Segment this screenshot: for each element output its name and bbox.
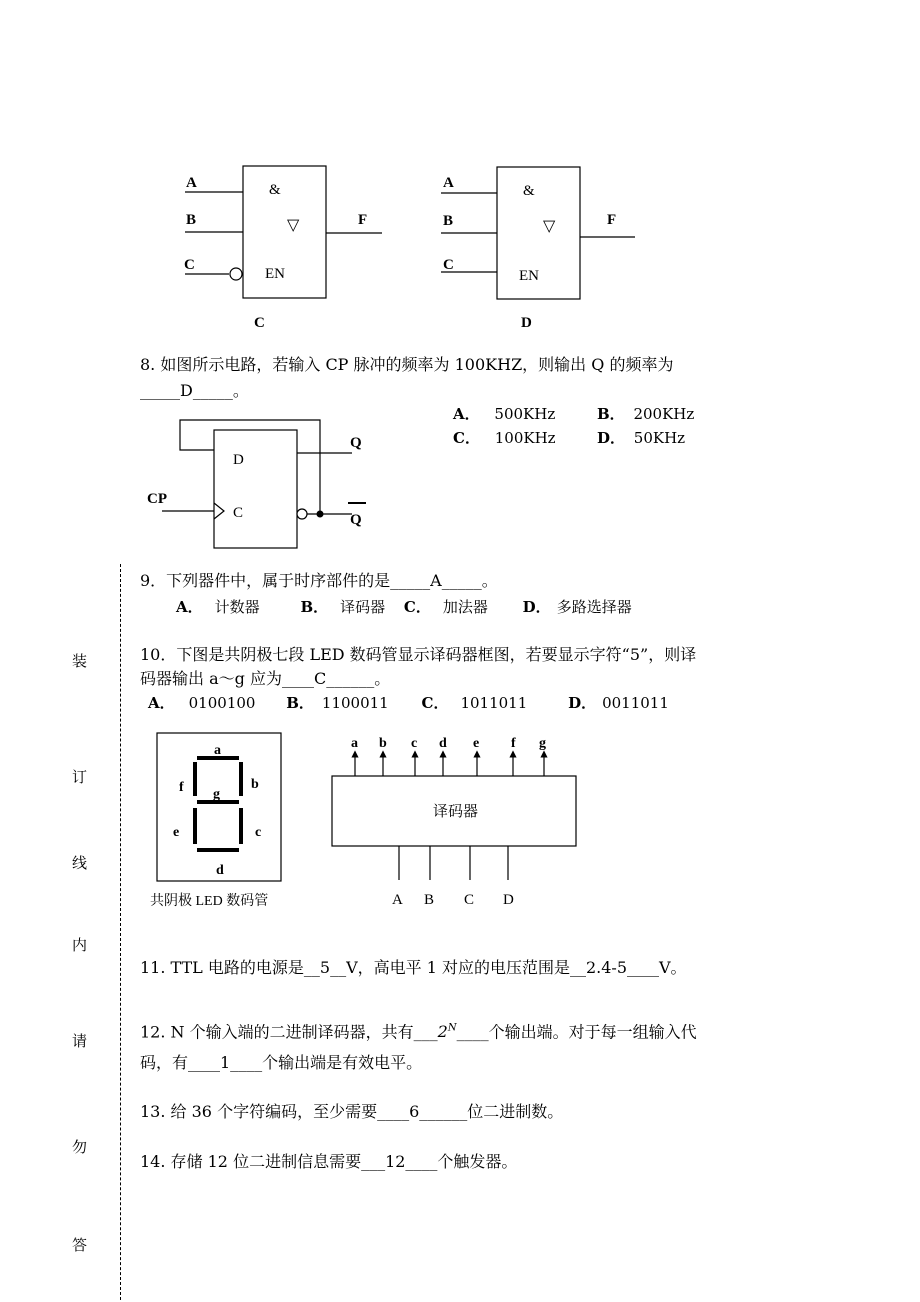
decoder-output-f: f bbox=[511, 736, 516, 751]
decoder-input-d: D bbox=[503, 892, 514, 908]
decoder-output-g: g bbox=[539, 736, 546, 751]
q8-option-b bbox=[597, 403, 694, 424]
q13-text: 13. 给 36 个字符编码，至少需要____6______位二进制数。 bbox=[140, 1102, 564, 1121]
q12-power bbox=[438, 1022, 457, 1041]
q12-post: ____个输出端。对于每一组输入代 bbox=[456, 1022, 697, 1042]
binding-char-3: 线 bbox=[72, 854, 88, 872]
q12-pre: 12. N 个输入端的二进制译码器，共有___ bbox=[140, 1022, 438, 1042]
q8-line1: 8. 如图所示电路，若输入 CP 脉冲的频率为 100KHZ，则输出 Q 的频率为 bbox=[140, 355, 674, 374]
q8-option-d-value: 50KHz bbox=[633, 429, 686, 447]
q10-option-a-value: 0100100 bbox=[188, 694, 256, 712]
display-caption: 共阴极 LED 数码管 bbox=[150, 894, 269, 909]
q9-option-a-key: A． bbox=[176, 598, 203, 616]
segment-b bbox=[239, 762, 243, 796]
q9-line1: 9．下列器件中，属于时序部件的是_____A_____。 bbox=[140, 571, 498, 590]
flip-flop-diagram bbox=[140, 410, 380, 560]
q12-line2: 码，有____1____个输出端是有效电平。 bbox=[140, 1053, 423, 1072]
q8-option-d bbox=[597, 427, 685, 448]
decoder-diagram bbox=[325, 728, 585, 913]
gate-d-input-a: A bbox=[443, 175, 454, 191]
q10-line1: 10．下图是共阴极七段 LED 数码管显示译码器框图，若要显示字符“5”，则译 bbox=[140, 645, 697, 664]
q8-option-c-key: C． bbox=[453, 429, 480, 447]
q8-option-c bbox=[453, 427, 556, 448]
ff-cp-label: CP bbox=[147, 491, 167, 507]
decoder-input-b: B bbox=[424, 892, 435, 908]
q10-option-a-key: A． bbox=[148, 694, 175, 712]
decoder-output-e: e bbox=[473, 736, 480, 751]
segment-label-e: e bbox=[173, 825, 180, 840]
q9-option-c-key: C． bbox=[403, 598, 431, 616]
q9-option-a-value: 计数器 bbox=[214, 598, 260, 616]
gate-c-input-c: C bbox=[184, 257, 195, 273]
segment-label-g: g bbox=[213, 787, 220, 802]
q9-option-d-key: D． bbox=[522, 598, 551, 616]
decoder-output-b: b bbox=[379, 736, 387, 751]
gate-c-enable-label: EN bbox=[265, 266, 285, 282]
gate-c-input-b: B bbox=[186, 212, 197, 228]
q9-options bbox=[176, 596, 632, 617]
binding-char-5: 请 bbox=[72, 1032, 88, 1050]
segment-label-d: d bbox=[216, 863, 224, 878]
q10-option-b-value: 1100011 bbox=[321, 694, 389, 712]
segment-d bbox=[197, 848, 239, 852]
gate-d-tristate-symbol: ▽ bbox=[543, 218, 556, 235]
gate-d-input-c: C bbox=[443, 257, 454, 273]
gate-d-and-symbol: & bbox=[523, 183, 535, 199]
binding-dashed-line bbox=[120, 564, 121, 1300]
segment-label-b: b bbox=[251, 777, 259, 792]
gate-c-tristate-symbol: ▽ bbox=[287, 217, 300, 234]
ff-d-label: D bbox=[233, 452, 244, 468]
gate-c-and-symbol: & bbox=[269, 182, 281, 198]
q10-options bbox=[148, 692, 669, 713]
binding-char-2: 订 bbox=[72, 768, 88, 786]
q8-option-a-value: 500KHz bbox=[494, 405, 556, 423]
seven-segment-display bbox=[145, 728, 295, 913]
q10-line2: 码器输出 a～g 应为____C______。 bbox=[140, 669, 391, 688]
segment-label-c: c bbox=[255, 825, 262, 840]
q11-text: 11. TTL 电路的电源是__5__V，高电平 1 对应的电压范围是__2.4-5____V。 bbox=[140, 958, 687, 977]
q8-option-b-key: B． bbox=[597, 405, 625, 423]
q9-option-b-key: B． bbox=[300, 598, 329, 616]
q10-option-b-key: B． bbox=[286, 694, 314, 712]
q9-option-c-value: 加法器 bbox=[442, 598, 488, 616]
q9-option-d-value: 多路选择器 bbox=[556, 598, 632, 616]
gate-d-caption: D bbox=[521, 315, 532, 331]
decoder-output-c: c bbox=[411, 736, 418, 751]
gate-d-input-b: B bbox=[443, 213, 454, 229]
q12-line1 bbox=[140, 1018, 697, 1043]
segment-e bbox=[193, 808, 197, 844]
gate-d-enable-label: EN bbox=[519, 268, 539, 284]
gate-diagram-d bbox=[425, 160, 655, 335]
ff-q-label: Q bbox=[350, 435, 362, 451]
binding-char-6: 勿 bbox=[72, 1138, 88, 1156]
q12-power-base: 2 bbox=[437, 1022, 448, 1042]
gate-c-output-f: F bbox=[358, 212, 368, 228]
gate-c-caption: C bbox=[254, 315, 265, 331]
gate-diagram-c bbox=[170, 160, 400, 335]
segment-f bbox=[193, 762, 197, 796]
q8-option-c-value: 100KHz bbox=[494, 429, 556, 447]
q8-option-b-value: 200KHz bbox=[633, 405, 695, 423]
q8-option-d-key: D． bbox=[597, 429, 626, 447]
decoder-output-d: d bbox=[439, 736, 447, 751]
decoder-output-a: a bbox=[351, 736, 358, 751]
q8-option-a-key: A． bbox=[453, 405, 480, 423]
decoder-input-a: A bbox=[392, 892, 403, 908]
q9-option-b-value: 译码器 bbox=[340, 598, 386, 616]
binding-char-4: 内 bbox=[72, 936, 88, 954]
q8-line2: _____D_____。 bbox=[140, 381, 249, 400]
segment-label-a: a bbox=[214, 743, 221, 758]
gate-c-input-a: A bbox=[186, 175, 197, 191]
q14-text: 14. 存储 12 位二进制信息需要___12____个触发器。 bbox=[140, 1152, 518, 1171]
segment-label-f: f bbox=[179, 780, 184, 795]
segment-c bbox=[239, 808, 243, 844]
gate-d-output-f: F bbox=[607, 212, 617, 228]
binding-char-7: 答 bbox=[72, 1236, 88, 1254]
ff-c-label: C bbox=[233, 505, 244, 521]
q10-option-d-value: 0011011 bbox=[602, 694, 669, 712]
q10-option-c-value: 1011011 bbox=[460, 694, 528, 712]
q10-option-c-key: C． bbox=[421, 694, 449, 712]
q10-option-d-key: D． bbox=[568, 694, 597, 712]
q12-power-exponent: N bbox=[447, 1023, 457, 1034]
q8-option-a bbox=[453, 403, 555, 424]
ff-qbar-label: Q bbox=[350, 512, 362, 528]
decoder-label: 译码器 bbox=[433, 804, 479, 820]
binding-char-1: 装 bbox=[72, 652, 88, 670]
decoder-input-c: C bbox=[464, 892, 475, 908]
